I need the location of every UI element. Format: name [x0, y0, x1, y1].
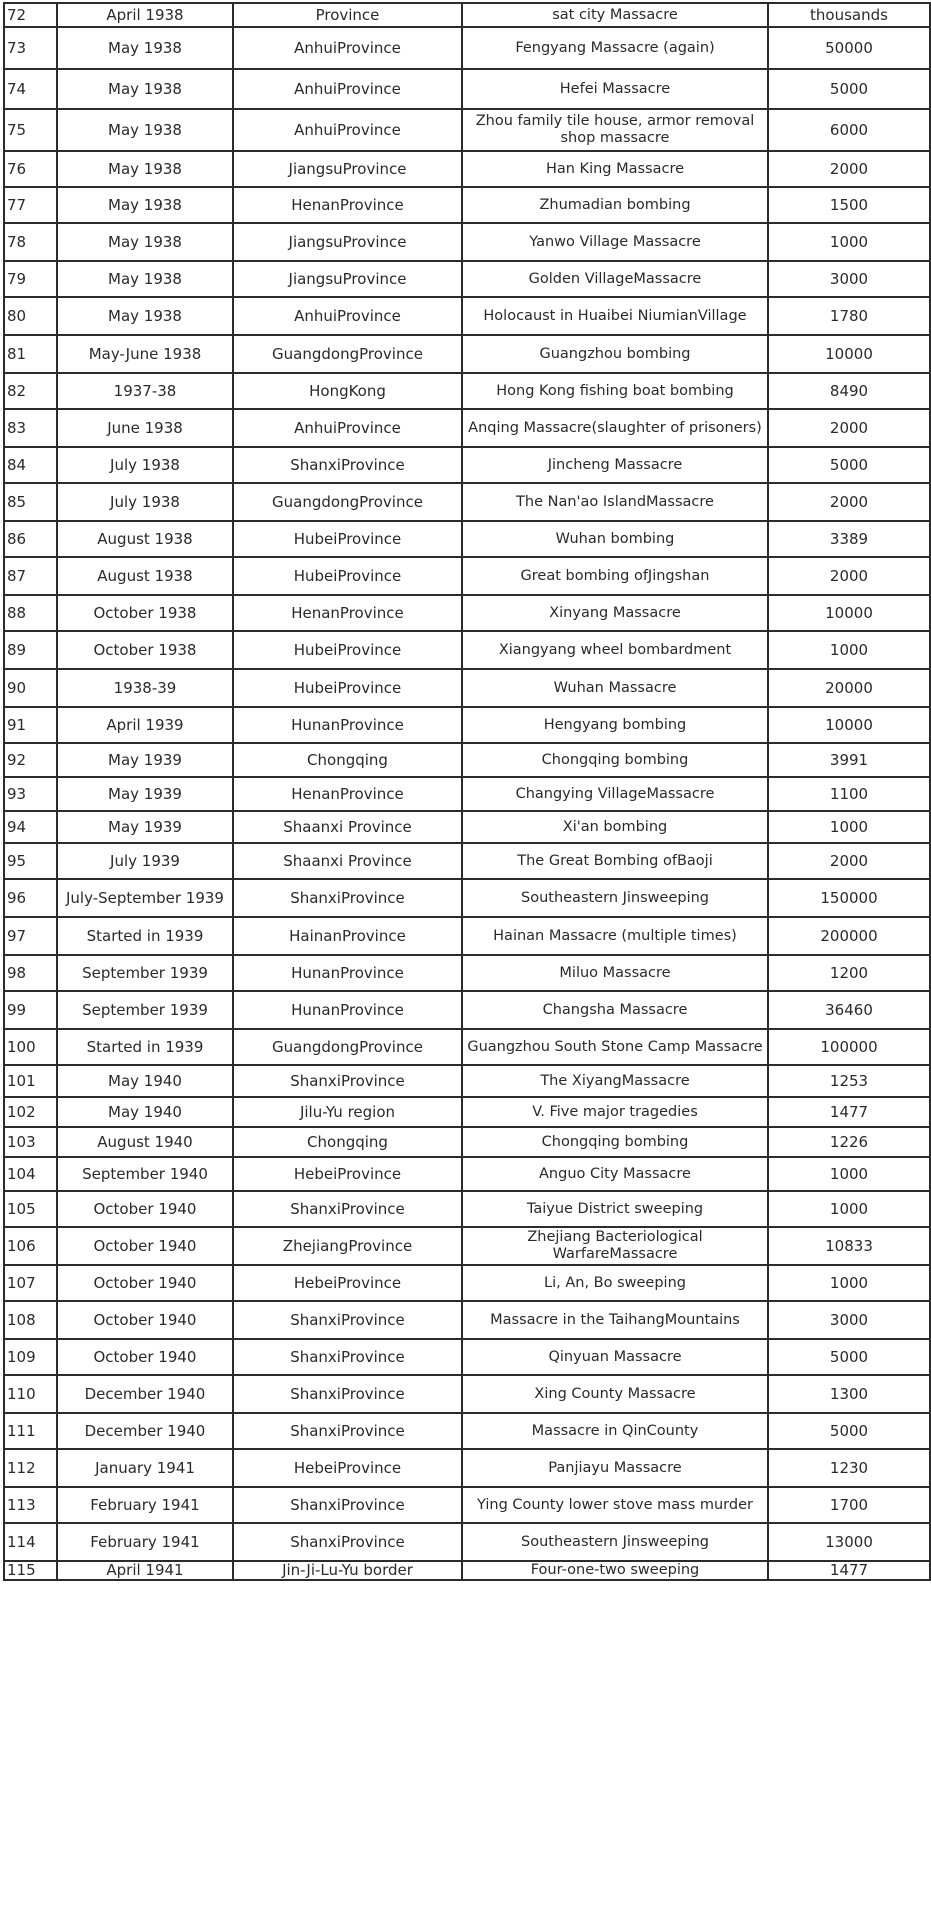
cell-count: 1000: [768, 1191, 930, 1227]
cell-province: Chongqing: [233, 1127, 462, 1157]
cell-date: Started in 1939: [57, 1029, 233, 1065]
cell-count: 1477: [768, 1097, 930, 1127]
cell-province: ZhejiangProvince: [233, 1227, 462, 1265]
cell-event: Changsha Massacre: [462, 991, 768, 1029]
cell-date: December 1940: [57, 1375, 233, 1413]
cell-date: August 1938: [57, 557, 233, 595]
table-row: [4, 261, 930, 297]
table-row: [4, 743, 930, 777]
cell-province: HubeiProvince: [233, 521, 462, 557]
cell-number: 105: [4, 1191, 57, 1227]
cell-count: 1200: [768, 955, 930, 991]
cell-event: Han King Massacre: [462, 151, 768, 187]
cell-number: 92: [4, 743, 57, 777]
cell-number: 112: [4, 1449, 57, 1487]
cell-number: 77: [4, 187, 57, 223]
table-row: [4, 1191, 930, 1227]
table-row: [4, 1375, 930, 1413]
table-row: [4, 991, 930, 1029]
cell-province: HunanProvince: [233, 955, 462, 991]
table-row: [4, 187, 930, 223]
cell-count: 3991: [768, 743, 930, 777]
cell-number: 93: [4, 777, 57, 811]
cell-province: AnhuiProvince: [233, 409, 462, 447]
cell-date: September 1939: [57, 955, 233, 991]
cell-event: V. Five major tragedies: [462, 1097, 768, 1127]
cell-number: 85: [4, 483, 57, 521]
table-row: [4, 1127, 930, 1157]
cell-event: Hainan Massacre (multiple times): [462, 917, 768, 955]
cell-province: Shaanxi Province: [233, 843, 462, 879]
table-row: [4, 27, 930, 69]
cell-count: 2000: [768, 483, 930, 521]
cell-date: May 1938: [57, 69, 233, 109]
cell-count: 100000: [768, 1029, 930, 1065]
cell-province: HubeiProvince: [233, 631, 462, 669]
cell-event: Zhou family tile house, armor removal shop massacre: [462, 109, 768, 151]
cell-number: 82: [4, 373, 57, 409]
cell-count: 1500: [768, 187, 930, 223]
table-row: [4, 1157, 930, 1191]
table-row: [4, 1065, 930, 1097]
cell-date: June 1938: [57, 409, 233, 447]
cell-event: Hong Kong fishing boat bombing: [462, 373, 768, 409]
cell-count: 5000: [768, 1413, 930, 1449]
cell-number: 106: [4, 1227, 57, 1265]
cell-date: July-September 1939: [57, 879, 233, 917]
table-row: [4, 1339, 930, 1375]
cell-date: May 1939: [57, 811, 233, 843]
cell-number: 81: [4, 335, 57, 373]
cell-date: August 1938: [57, 521, 233, 557]
table-row: [4, 521, 930, 557]
cell-date: April 1938: [57, 3, 233, 27]
cell-number: 104: [4, 1157, 57, 1191]
table-row: [4, 297, 930, 335]
cell-date: May 1940: [57, 1097, 233, 1127]
cell-number: 99: [4, 991, 57, 1029]
cell-number: 91: [4, 707, 57, 743]
cell-event: Wuhan Massacre: [462, 669, 768, 707]
cell-date: 1938-39: [57, 669, 233, 707]
cell-number: 83: [4, 409, 57, 447]
cell-count: 200000: [768, 917, 930, 955]
table-row: [4, 1487, 930, 1523]
cell-province: ShanxiProvince: [233, 1301, 462, 1339]
cell-province: AnhuiProvince: [233, 27, 462, 69]
cell-count: 1100: [768, 777, 930, 811]
cell-date: October 1938: [57, 631, 233, 669]
table-row: [4, 373, 930, 409]
table-row: [4, 335, 930, 373]
table-row: [4, 843, 930, 879]
cell-event: Great bombing ofJingshan: [462, 557, 768, 595]
cell-count: 1700: [768, 1487, 930, 1523]
cell-count: thousands: [768, 3, 930, 27]
cell-event: Chongqing bombing: [462, 743, 768, 777]
cell-date: December 1940: [57, 1413, 233, 1449]
table-row: [4, 1449, 930, 1487]
cell-count: 1000: [768, 223, 930, 261]
table-row: [4, 223, 930, 261]
cell-event: Xiangyang wheel bombardment: [462, 631, 768, 669]
cell-number: 97: [4, 917, 57, 955]
cell-province: HebeiProvince: [233, 1265, 462, 1301]
cell-number: 109: [4, 1339, 57, 1375]
cell-date: April 1941: [57, 1561, 233, 1580]
cell-province: Jilu-Yu region: [233, 1097, 462, 1127]
cell-date: Started in 1939: [57, 917, 233, 955]
cell-event: Yanwo Village Massacre: [462, 223, 768, 261]
cell-date: January 1941: [57, 1449, 233, 1487]
cell-province: AnhuiProvince: [233, 109, 462, 151]
cell-event: Jincheng Massacre: [462, 447, 768, 483]
cell-province: ShanxiProvince: [233, 1487, 462, 1523]
table-row: [4, 1265, 930, 1301]
cell-event: Hengyang bombing: [462, 707, 768, 743]
cell-province: Jin-Ji-Lu-Yu border: [233, 1561, 462, 1580]
cell-province: HunanProvince: [233, 991, 462, 1029]
cell-count: 8490: [768, 373, 930, 409]
cell-event: Changying VillageMassacre: [462, 777, 768, 811]
cell-count: 20000: [768, 669, 930, 707]
cell-date: October 1938: [57, 595, 233, 631]
cell-number: 98: [4, 955, 57, 991]
table-row: [4, 3, 930, 27]
cell-province: Province: [233, 3, 462, 27]
cell-event: Golden VillageMassacre: [462, 261, 768, 297]
cell-date: October 1940: [57, 1339, 233, 1375]
cell-province: AnhuiProvince: [233, 69, 462, 109]
massacre-table: [3, 2, 931, 1581]
cell-date: October 1940: [57, 1227, 233, 1265]
cell-event: The XiyangMassacre: [462, 1065, 768, 1097]
cell-province: ShanxiProvince: [233, 1065, 462, 1097]
cell-event: sat city Massacre: [462, 3, 768, 27]
cell-number: 88: [4, 595, 57, 631]
cell-event: Hefei Massacre: [462, 69, 768, 109]
table-row: [4, 917, 930, 955]
cell-event: The Nan'ao IslandMassacre: [462, 483, 768, 521]
cell-event: Miluo Massacre: [462, 955, 768, 991]
cell-province: ShanxiProvince: [233, 1339, 462, 1375]
cell-event: Xi'an bombing: [462, 811, 768, 843]
cell-event: Ying County lower stove mass murder: [462, 1487, 768, 1523]
cell-number: 73: [4, 27, 57, 69]
cell-date: October 1940: [57, 1191, 233, 1227]
cell-province: HainanProvince: [233, 917, 462, 955]
cell-event: Taiyue District sweeping: [462, 1191, 768, 1227]
table-row: [4, 1523, 930, 1561]
cell-date: 1937-38: [57, 373, 233, 409]
cell-province: HenanProvince: [233, 777, 462, 811]
cell-province: GuangdongProvince: [233, 483, 462, 521]
cell-province: HongKong: [233, 373, 462, 409]
table-row: [4, 483, 930, 521]
cell-count: 2000: [768, 409, 930, 447]
cell-date: October 1940: [57, 1265, 233, 1301]
cell-province: JiangsuProvince: [233, 261, 462, 297]
table-row: [4, 1561, 930, 1580]
cell-number: 107: [4, 1265, 57, 1301]
table-row: [4, 1227, 930, 1265]
cell-date: August 1940: [57, 1127, 233, 1157]
table-row: [4, 1097, 930, 1127]
cell-number: 96: [4, 879, 57, 917]
cell-count: 10000: [768, 707, 930, 743]
cell-province: Chongqing: [233, 743, 462, 777]
cell-province: HebeiProvince: [233, 1449, 462, 1487]
cell-province: GuangdongProvince: [233, 1029, 462, 1065]
table-row: [4, 777, 930, 811]
cell-event: Guangzhou South Stone Camp Massacre: [462, 1029, 768, 1065]
table-row: [4, 447, 930, 483]
cell-count: 13000: [768, 1523, 930, 1561]
cell-event: Li, An, Bo sweeping: [462, 1265, 768, 1301]
cell-number: 103: [4, 1127, 57, 1157]
cell-province: HebeiProvince: [233, 1157, 462, 1191]
cell-count: 1000: [768, 1265, 930, 1301]
cell-number: 74: [4, 69, 57, 109]
cell-province: HubeiProvince: [233, 557, 462, 595]
cell-count: 6000: [768, 109, 930, 151]
cell-count: 3000: [768, 1301, 930, 1339]
cell-number: 111: [4, 1413, 57, 1449]
cell-count: 1300: [768, 1375, 930, 1413]
cell-number: 90: [4, 669, 57, 707]
cell-province: ShanxiProvince: [233, 1375, 462, 1413]
cell-number: 79: [4, 261, 57, 297]
cell-number: 101: [4, 1065, 57, 1097]
cell-event: Massacre in the TaihangMountains: [462, 1301, 768, 1339]
cell-event: Anguo City Massacre: [462, 1157, 768, 1191]
cell-number: 76: [4, 151, 57, 187]
cell-event: Panjiayu Massacre: [462, 1449, 768, 1487]
table-row: [4, 595, 930, 631]
cell-province: HenanProvince: [233, 187, 462, 223]
cell-province: HunanProvince: [233, 707, 462, 743]
cell-date: May 1939: [57, 777, 233, 811]
cell-date: May 1938: [57, 261, 233, 297]
cell-count: 1226: [768, 1127, 930, 1157]
cell-number: 89: [4, 631, 57, 669]
cell-event: Anqing Massacre(slaughter of prisoners): [462, 409, 768, 447]
cell-number: 87: [4, 557, 57, 595]
cell-number: 86: [4, 521, 57, 557]
cell-date: September 1939: [57, 991, 233, 1029]
cell-date: April 1939: [57, 707, 233, 743]
table-row: [4, 151, 930, 187]
cell-province: Shaanxi Province: [233, 811, 462, 843]
cell-date: February 1941: [57, 1487, 233, 1523]
cell-date: September 1940: [57, 1157, 233, 1191]
cell-number: 94: [4, 811, 57, 843]
cell-count: 1000: [768, 631, 930, 669]
table-row: [4, 631, 930, 669]
cell-number: 114: [4, 1523, 57, 1561]
cell-event: Southeastern Jinsweeping: [462, 1523, 768, 1561]
cell-count: 1477: [768, 1561, 930, 1580]
cell-date: May 1938: [57, 223, 233, 261]
cell-number: 72: [4, 3, 57, 27]
cell-province: ShanxiProvince: [233, 879, 462, 917]
cell-number: 102: [4, 1097, 57, 1127]
cell-province: ShanxiProvince: [233, 1413, 462, 1449]
cell-date: May 1938: [57, 151, 233, 187]
cell-count: 1000: [768, 1157, 930, 1191]
cell-number: 108: [4, 1301, 57, 1339]
cell-event: Xing County Massacre: [462, 1375, 768, 1413]
table-row: [4, 669, 930, 707]
table-row: [4, 1029, 930, 1065]
cell-count: 10000: [768, 595, 930, 631]
table-row: [4, 1413, 930, 1449]
cell-date: May-June 1938: [57, 335, 233, 373]
cell-event: Four-one-two sweeping: [462, 1561, 768, 1580]
cell-number: 100: [4, 1029, 57, 1065]
table-row: [4, 409, 930, 447]
cell-province: JiangsuProvince: [233, 151, 462, 187]
cell-province: GuangdongProvince: [233, 335, 462, 373]
cell-count: 1780: [768, 297, 930, 335]
cell-province: HenanProvince: [233, 595, 462, 631]
cell-date: July 1938: [57, 447, 233, 483]
cell-event: The Great Bombing ofBaoji: [462, 843, 768, 879]
cell-date: July 1939: [57, 843, 233, 879]
cell-date: July 1938: [57, 483, 233, 521]
cell-count: 3389: [768, 521, 930, 557]
cell-event: Wuhan bombing: [462, 521, 768, 557]
cell-count: 1000: [768, 811, 930, 843]
cell-count: 3000: [768, 261, 930, 297]
cell-date: May 1940: [57, 1065, 233, 1097]
cell-count: 50000: [768, 27, 930, 69]
table-row: [4, 69, 930, 109]
table-body: [4, 3, 930, 1580]
cell-province: ShanxiProvince: [233, 1523, 462, 1561]
table-row: [4, 707, 930, 743]
cell-count: 36460: [768, 991, 930, 1029]
cell-count: 1230: [768, 1449, 930, 1487]
cell-count: 5000: [768, 69, 930, 109]
cell-event: Xinyang Massacre: [462, 595, 768, 631]
cell-event: Guangzhou bombing: [462, 335, 768, 373]
cell-count: 5000: [768, 1339, 930, 1375]
cell-date: May 1938: [57, 109, 233, 151]
cell-event: Zhumadian bombing: [462, 187, 768, 223]
cell-count: 150000: [768, 879, 930, 917]
cell-event: Holocaust in Huaibei NiumianVillage: [462, 297, 768, 335]
cell-event: Zhejiang Bacteriological WarfareMassacre: [462, 1227, 768, 1265]
cell-event: Fengyang Massacre (again): [462, 27, 768, 69]
cell-count: 5000: [768, 447, 930, 483]
cell-date: February 1941: [57, 1523, 233, 1561]
cell-number: 84: [4, 447, 57, 483]
cell-event: Southeastern Jinsweeping: [462, 879, 768, 917]
table-row: [4, 1301, 930, 1339]
table-row: [4, 955, 930, 991]
cell-event: Qinyuan Massacre: [462, 1339, 768, 1375]
cell-number: 95: [4, 843, 57, 879]
cell-number: 113: [4, 1487, 57, 1523]
cell-number: 75: [4, 109, 57, 151]
table-row: [4, 557, 930, 595]
table-row: [4, 879, 930, 917]
cell-province: JiangsuProvince: [233, 223, 462, 261]
cell-date: October 1940: [57, 1301, 233, 1339]
cell-event: Massacre in QinCounty: [462, 1413, 768, 1449]
cell-province: HubeiProvince: [233, 669, 462, 707]
cell-province: AnhuiProvince: [233, 297, 462, 335]
cell-number: 80: [4, 297, 57, 335]
table-row: [4, 109, 930, 151]
cell-province: ShanxiProvince: [233, 1191, 462, 1227]
cell-count: 10833: [768, 1227, 930, 1265]
cell-number: 110: [4, 1375, 57, 1413]
cell-date: May 1938: [57, 27, 233, 69]
cell-count: 2000: [768, 843, 930, 879]
cell-count: 1253: [768, 1065, 930, 1097]
cell-province: ShanxiProvince: [233, 447, 462, 483]
table-row: [4, 811, 930, 843]
cell-date: May 1938: [57, 187, 233, 223]
cell-count: 10000: [768, 335, 930, 373]
cell-date: May 1938: [57, 297, 233, 335]
cell-count: 2000: [768, 151, 930, 187]
cell-event: Chongqing bombing: [462, 1127, 768, 1157]
cell-count: 2000: [768, 557, 930, 595]
cell-date: May 1939: [57, 743, 233, 777]
cell-number: 78: [4, 223, 57, 261]
cell-number: 115: [4, 1561, 57, 1580]
